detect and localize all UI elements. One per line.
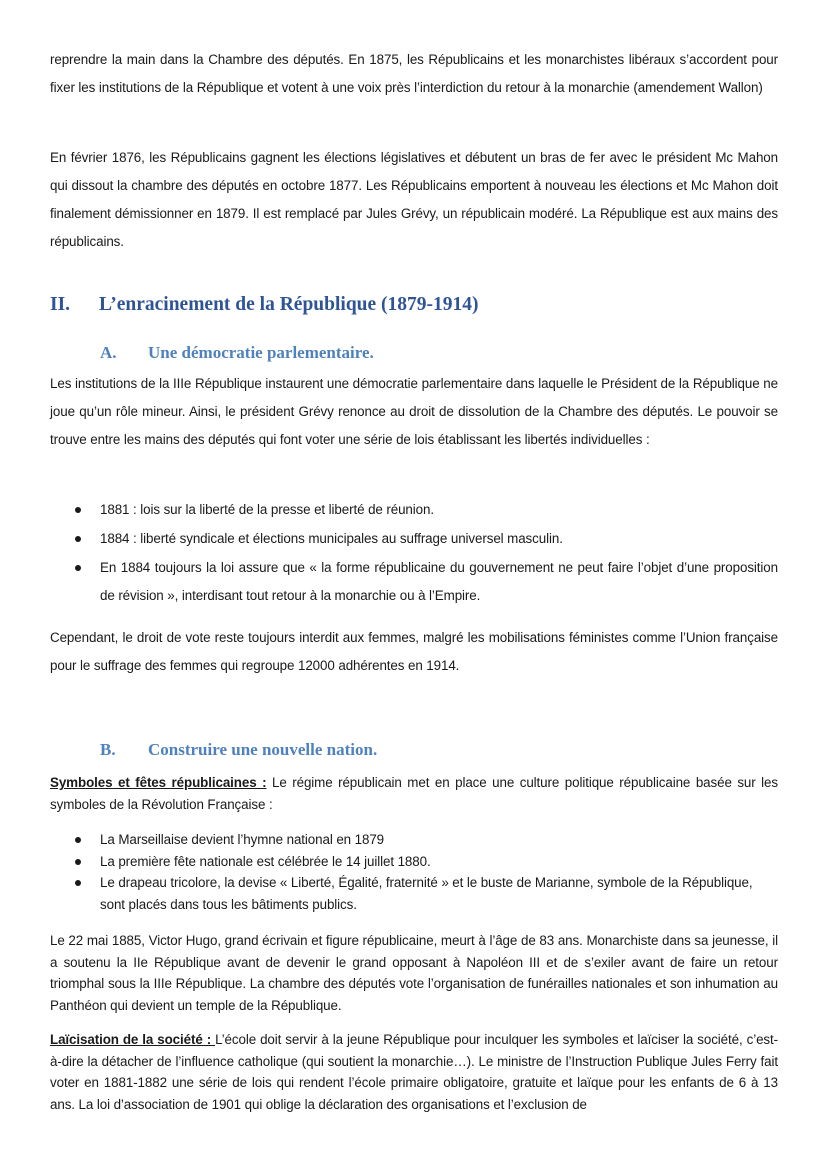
paragraph-victor-hugo: Le 22 mai 1885, Victor Hugo, grand écrivain et figure républicaine, meurt à l’âge de 83 ans. Monarchiste dans sa jeunesse, il a soutenu la IIe République avant de devenir le grand opposant à Napoléon III et de s’exiler avant de faire un retour triomphal sous la IIIe République. La chambre des députés vote l’organisation de funérailles nationales et son inhumation au Panthéon qui devient un temple de la République. — [50, 933, 778, 1013]
bullet-icon — [75, 859, 81, 865]
bullet-icon — [75, 880, 81, 886]
list-item: La Marseillaise devient l’hymne national en 1879 — [50, 829, 778, 851]
bullet-icon — [75, 536, 81, 542]
list-item: 1884 : liberté syndicale et élections municipales au suffrage universel masculin. — [50, 525, 778, 553]
symboles-label: Symboles et fêtes républicaines : — [50, 775, 267, 790]
subsection-heading-a — [100, 343, 374, 363]
bullet-icon — [75, 565, 81, 571]
subsection-number: A. — [100, 343, 117, 362]
paragraph-laicisation — [50, 1029, 778, 1115]
laicisation-label: Laïcisation de la société : — [50, 1032, 216, 1047]
symboles-text: Le régime républicain met en place une culture politique républicaine basée sur les symboles de la Révolution Française : — [50, 775, 778, 812]
list-item: 1881 : lois sur la liberté de la presse et liberté de réunion. — [50, 496, 778, 524]
bullet-icon — [75, 837, 81, 843]
paragraph-symboles — [50, 772, 778, 815]
subsection-title: Une démocratie parlementaire. — [148, 343, 374, 362]
bullet-icon — [75, 507, 81, 513]
paragraph-democratie-parlementaire: Les institutions de la IIIe République instaurent une démocratie parlementaire dans laquelle le Président de la République ne joue qu’un rôle mineur. Ainsi, le président Grévy renonce au droit de dissolution de la Chambre des députés. Le pouvoir se trouve entre les mains des députés qui font voter une série de lois établissant les libertés individuelles : — [50, 376, 778, 447]
laicisation-text: L’école doit servir à la jeune République pour inculquer les symboles et laïciser la société, c’est-à-dire la détacher de l’influence catholique (qui soutient la monarchie…). Le ministre de l’Instruction Publique Jules Ferry fait voter en 1881-1882 une série de lois qui rendent l’école primaire obligatoire, gratuite et laïque pour les enfants de 6 à 13 ans. La loi d’association de 1901 qui oblige la déclaration des organisations et l’exclusion de — [50, 1032, 778, 1112]
list-symboles — [50, 829, 778, 915]
list-item: Le drapeau tricolore, la devise « Liberté, Égalité, fraternité » et le buste de Marianne, symbole de la République, sont placés dans tous les bâtiments publics. — [50, 872, 778, 915]
section-number: II. — [50, 294, 71, 315]
paragraph-amendement-wallon: reprendre la main dans la Chambre des députés. En 1875, les Républicains et les monarchistes libéraux s’accordent pour fixer les institutions de la République et votent à une voix près l’interdiction du retour à la monarchie (amendement Wallon) — [50, 52, 778, 95]
list-libertes — [50, 496, 778, 611]
list-item: En 1884 toujours la loi assure que « la forme républicaine du gouvernement ne peut faire l’objet d’une proposition de révision », interdisant tout retour à la monarchie ou à l’Empire. — [50, 554, 778, 610]
paragraph-mac-mahon: En février 1876, les Républicains gagnent les élections législatives et débutent un bras de fer avec le président Mc Mahon qui dissout la chambre des députés en octobre 1877. Les Républicains emportent à nouveau les élections et Mc Mahon doit finalement démissionner en 1879. Il est remplacé par Jules Grévy, un républicain modéré. La République est aux mains des républicains. — [50, 150, 778, 249]
subsection-title: Construire une nouvelle nation. — [148, 740, 378, 759]
paragraph-droit-vote-femmes: Cependant, le droit de vote reste toujours interdit aux femmes, malgré les mobilisations féministes comme l’Union française pour le suffrage des femmes qui regroupe 12000 adhérentes en 1914. — [50, 630, 778, 673]
list-item: La première fête nationale est célébrée le 14 juillet 1880. — [50, 851, 778, 873]
subsection-heading-b — [100, 740, 377, 760]
section-heading-2 — [50, 294, 479, 316]
subsection-number: B. — [100, 740, 116, 759]
section-title: L’enracinement de la République (1879-1914) — [99, 294, 479, 315]
